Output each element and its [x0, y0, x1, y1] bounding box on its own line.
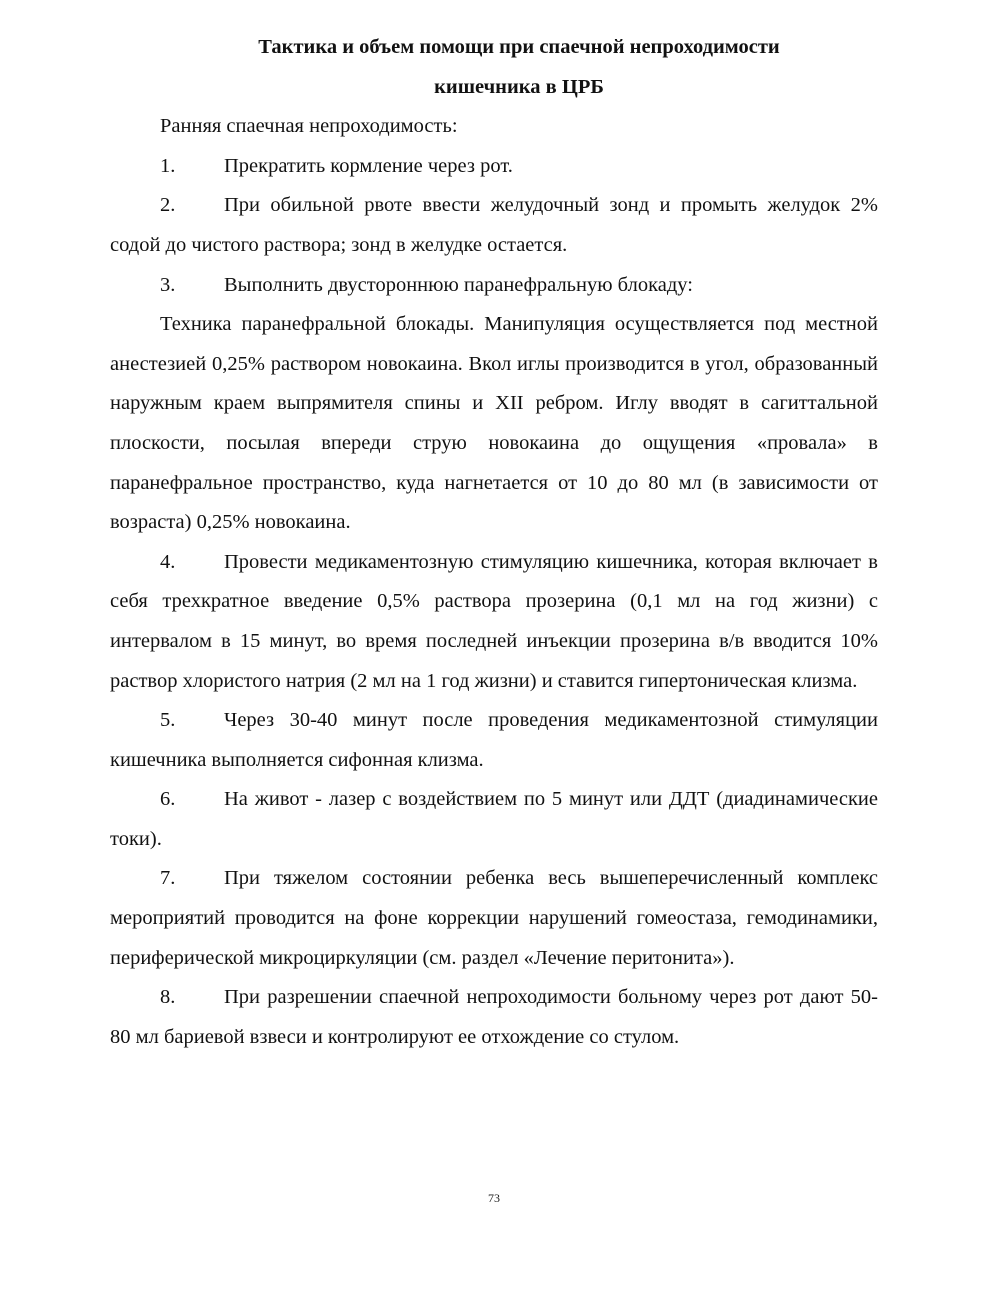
list-item-7 — [110, 859, 878, 978]
list-item-text: При разрешении спаечной непроходимости больному через рот дают 50-80 мл бариевой взвеси и контролируют ее отхождение со стулом. — [110, 986, 878, 1048]
list-item-number: 2. — [160, 194, 176, 217]
list-item-4 — [110, 543, 878, 701]
list-item-number: 7. — [160, 867, 176, 890]
technique-paragraph: Техника паранефральной блокады. Манипуляция осуществляется под местной анестезией 0,25% раствором новокаина. Вкол иглы производится в угол, образованный наружным краем выпрямителя спины и XII ребром. Иглу вводят в сагиттальной плоскости, посылая впереди струю новокаина до ощущения «провала» в паранефральное пространство, куда нагнетается от 10 до 80 мл (в зависимости от возраста) 0,25% новокаина. — [110, 313, 878, 534]
title-line-2: кишечника в ЦРБ — [434, 75, 604, 98]
list-item-number: 1. — [160, 154, 176, 177]
page-number: 73 — [488, 1191, 500, 1205]
list-item-text: Прекратить кормление через рот. — [224, 154, 513, 177]
intro-paragraph: Ранняя спаечная непроходимость: — [160, 115, 458, 138]
document-page — [110, 28, 878, 1057]
list-item-text: Через 30-40 минут после проведения медикаментозной стимуляции кишечника выполняется сифонная клизма. — [110, 709, 878, 771]
list-item-number: 6. — [160, 788, 176, 811]
list-item-number: 3. — [160, 273, 176, 296]
document-title — [110, 28, 878, 107]
list-item-text: На живот - лазер с воздействием по 5 минут или ДДТ (диадинамические токи). — [110, 788, 878, 850]
list-item-8 — [110, 978, 878, 1057]
list-item-text: При обильной рвоте ввести желудочный зонд и промыть желудок 2% содой до чистого раствора; зонд в желудке остается. — [110, 194, 878, 256]
list-item-5 — [110, 701, 878, 780]
list-item-number: 5. — [160, 709, 176, 732]
list-item-1 — [110, 147, 878, 187]
list-item-number: 8. — [160, 986, 176, 1009]
list-item-2 — [110, 186, 878, 265]
list-item-number: 4. — [160, 550, 176, 573]
list-item-6 — [110, 780, 878, 859]
list-item-text: Провести медикаментозную стимуляцию кишечника, которая включает в себя трехкратное введение 0,5% раствора прозерина (0,1 мл на год жизни) с интервалом в 15 минут, во время последней инъекции прозерина в/в вводится 10% раствор хлористого натрия (2 мл на 1 год жизни) и ставится гипертоническая клизма. — [110, 550, 878, 692]
list-item-text: Выполнить двустороннюю паранефральную блокаду: — [224, 273, 693, 296]
title-line-1: Тактика и объем помощи при спаечной непроходимости — [258, 36, 780, 58]
list-item-text: При тяжелом состоянии ребенка весь вышеперечисленный комплекс мероприятий проводится на фоне коррекции нарушений гомеостаза, гемодинамики, периферической микроциркуляции (см. раздел «Лечение перитонита»). — [110, 867, 878, 969]
list-item-3 — [110, 266, 878, 306]
